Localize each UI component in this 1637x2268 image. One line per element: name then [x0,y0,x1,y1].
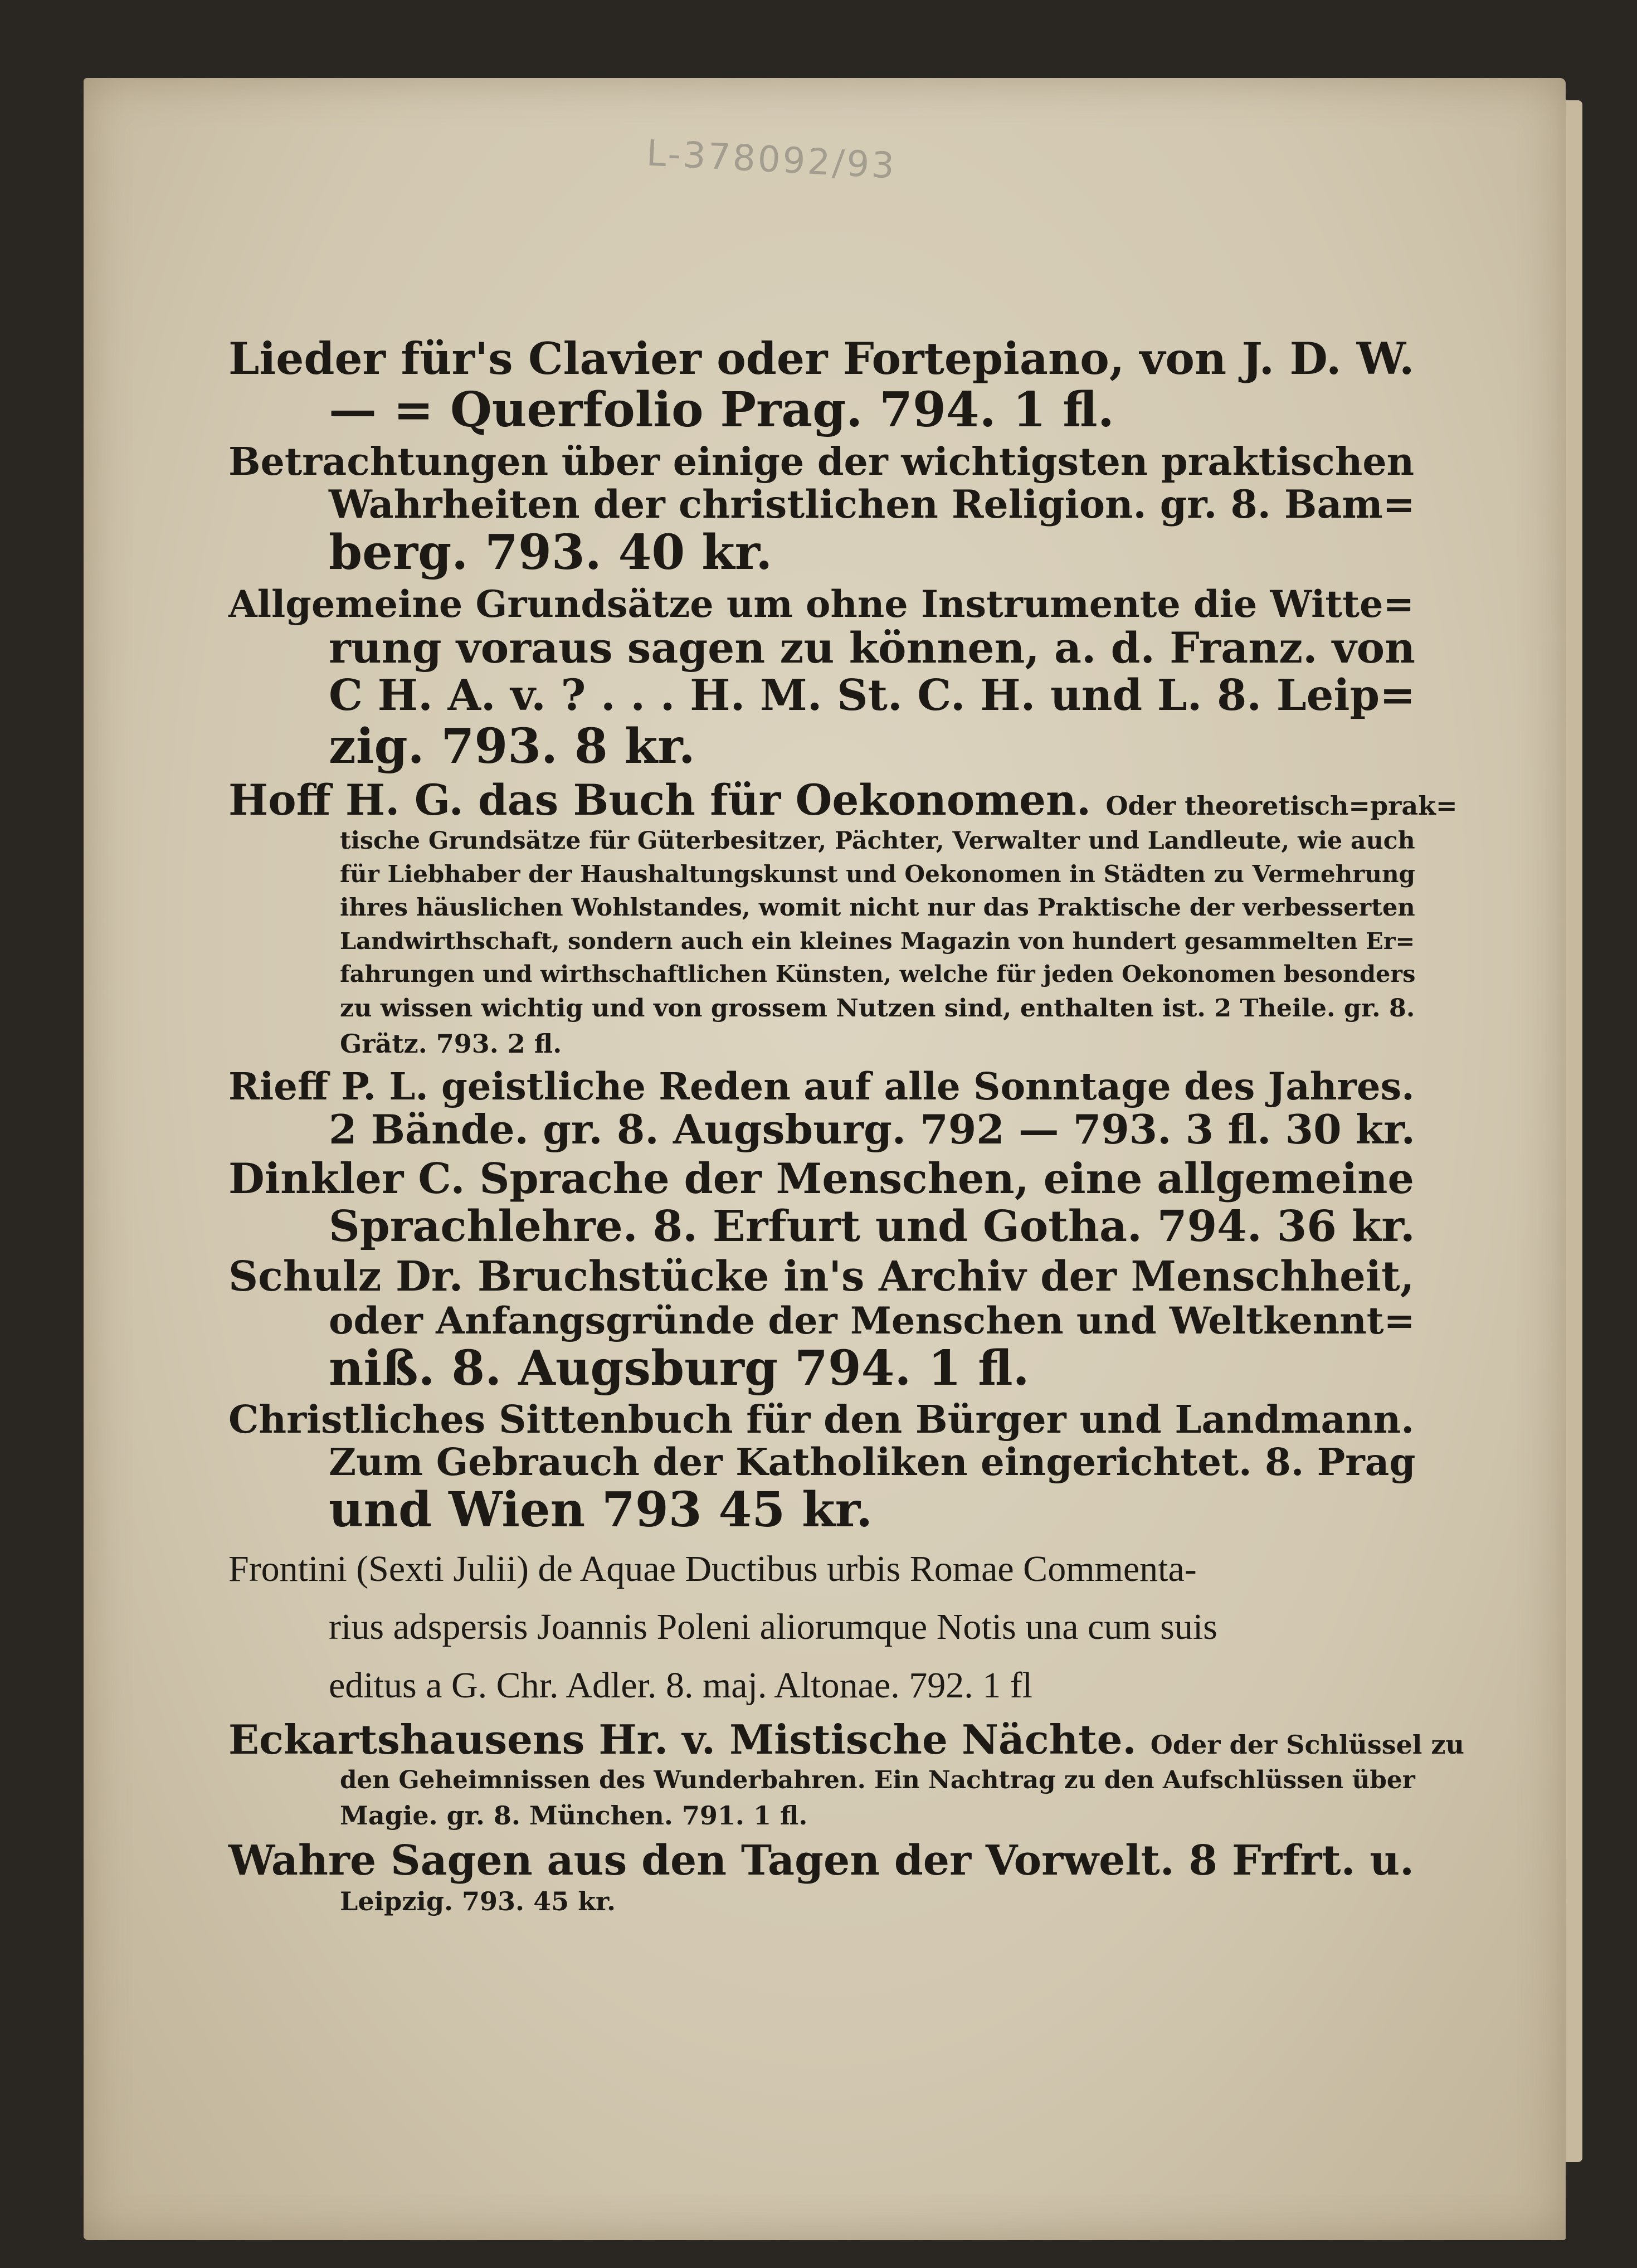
catalog-entries [228,333,1464,1924]
entry-line: Magie. gr. 8. München. 791. 1 fl. [340,1800,808,1831]
entry-line: zig. 793. 8 kr. [329,718,695,775]
entry-line: und Wien 793 45 kr. [329,1481,873,1538]
entry-line: Allgemeine Grundsätze um ohne Instrumente die Witte= [228,581,1415,626]
entry-line: Lieder für's Clavier oder Fortepiano, von J. D. W. [228,333,1415,385]
entry-line: berg. 793. 40 kr. [329,524,773,581]
entry-line: zu wissen wichtig und von grossem Nutzen sind, enthalten ist. 2 Theile. gr. 8. [340,993,1415,1023]
catalog-entry [228,583,1426,773]
catalog-entry [228,441,1426,580]
entry-head-small: Oder der Schlüssel zu [1150,1729,1464,1760]
entry-line: ihres häuslichen Wohlstandes, womit nicht nur das Praktische der verbesserten [340,894,1415,922]
entry-line: Christliches Sittenbuch für den Bürger und Landmann. [228,1397,1414,1442]
entry-line: Betrachtungen über einige der wichtigsten praktischen [228,439,1415,484]
entry-line: Frontini (Sexti Julii) de Aquae Ductibus urbis Romae Commenta- [228,1549,1197,1590]
entry-line: Leipzig. 793. 45 kr. [340,1886,616,1917]
entry-line: Zum Gebrauch der Katholiken eingerichtet. 8. Prag [329,1440,1416,1485]
entry-line: rung voraus sagen zu können, a. d. Franz. von [329,623,1415,673]
entry-line: niß. 8. Augsburg 794. 1 fl. [329,1340,1030,1396]
catalog-entry [228,1716,1464,1834]
catalog-entry [228,1156,1426,1250]
entry-line: Wahre Sagen aus den Tagen der Vorwelt. 8 Frfrt. u. [228,1836,1414,1885]
entry-line: Sprachlehre. 8. Erfurt und Gotha. 794. 36 kr. [329,1201,1415,1252]
entry-line: fahrungen und wirthschaftlichen Künsten, welche für jeden Oekonomen besonders [340,960,1416,987]
catalog-entry [228,1837,1426,1920]
entry-line: oder Anfangsgründe der Menschen und Weltkennt= [329,1298,1415,1342]
entry-line: C H. A. v. ? . . . H. M. St. C. H. und L. 8. Leip= [329,670,1416,721]
catalog-entry [228,775,1458,1062]
handwritten-shelfmark: L-378092/93 [645,133,898,187]
entry-line [228,775,1458,825]
catalog-entry [228,1065,1426,1152]
catalog-entry [228,1540,1426,1715]
entry-line: — = Querfolio Prag. 794. 1 fl. [329,382,1114,439]
entry-line: rius adspersis Joannis Poleni aliorumque Notis una cum suis [329,1607,1217,1648]
entry-line: editus a G. Chr. Adler. 8. maj. Altonae. 792. 1 fl [329,1665,1033,1706]
entry-head-small: Oder theoretisch=prak= [1105,791,1458,821]
entry-head: Eckartshausens Hr. v. Mistische Nächte. [228,1716,1137,1764]
entry-head: Hoff H. G. das Buch für Oekonomen. [228,775,1092,825]
entry-line: tische Grundsätze für Güterbesitzer, Pächter, Verwalter und Landleute, wie auch [340,826,1415,855]
entry-line: für Liebhaber der Haushaltungskunst und Oekonomen in Städten zu Vermehrung [340,860,1415,888]
entry-line: Grätz. 793. 2 fl. [340,1028,562,1059]
catalog-entry [228,334,1426,437]
entry-line: Rieff P. L. geistliche Reden auf alle Sonntage des Jahres. [228,1064,1415,1109]
entry-line: 2 Bände. gr. 8. Augsburg. 792 — 793. 3 fl. 30 kr. [329,1106,1415,1154]
entry-line: den Geheimnissen des Wunderbahren. Ein Nachtrag zu den Aufschlüssen über [340,1765,1415,1794]
catalog-entry [228,1399,1426,1537]
entry-line: Landwirthschaft, sondern auch ein kleines Magazin von hundert gesammelten Er= [340,927,1415,955]
catalog-entry [228,1254,1426,1395]
entry-line: Wahrheiten der christlichen Religion. gr. 8. Bam= [329,481,1415,527]
entry-line: Schulz Dr. Bruchstücke in's Archiv der Menschheit, [228,1253,1415,1301]
entry-line: Dinkler C. Sprache der Menschen, eine allgemeine [228,1154,1414,1204]
entry-line [228,1716,1464,1764]
